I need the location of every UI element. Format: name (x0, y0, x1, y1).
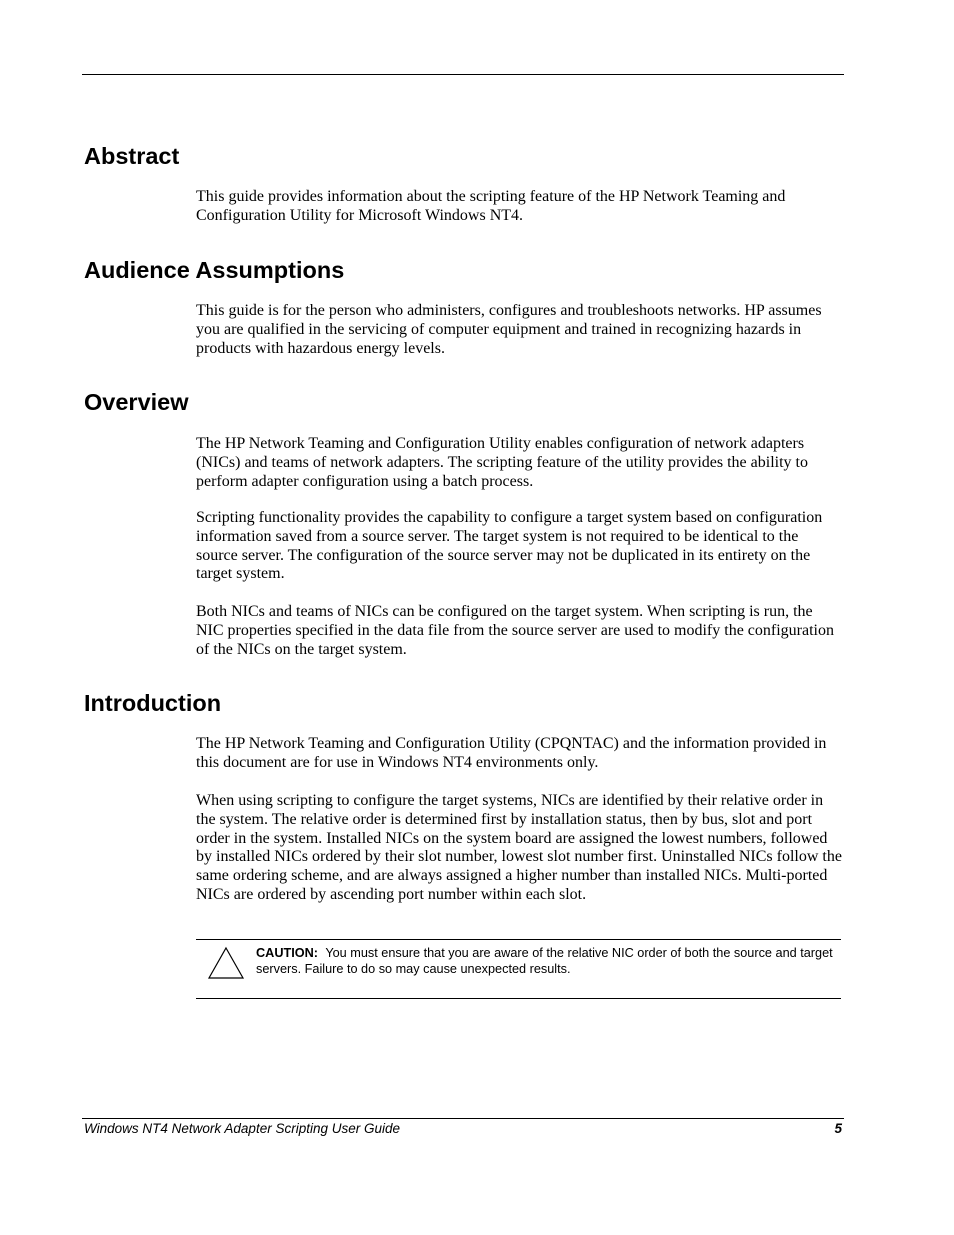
heading-overview: Overview (84, 389, 189, 415)
heading-abstract: Abstract (84, 143, 180, 169)
footer-rule (82, 1118, 844, 1119)
introduction-paragraph-2: When using scripting to configure the target systems, NICs are identified by their relative order in the system. The relative order is determined first by installation status, then by bus, slot and port order in the system. Installed NICs on the system board are assigned the lowest numbers, followed by installed NICs ordered by their slot number, lowest slot number first. Uninstalled NICs follow the same ordering scheme, and are always assigned a higher number than installed NICs. Multi-ported NICs are ordered by ascending port number within each slot. (196, 792, 842, 903)
caution-label: CAUTION: (256, 946, 319, 960)
caution-box (196, 939, 841, 999)
caution-triangle-icon (207, 946, 245, 980)
abstract-paragraph: This guide provides information about the scripting feature of the HP Network Teaming and Configuration Utility for Microsoft Windows NT4. (196, 188, 786, 224)
header-rule (82, 74, 844, 75)
footer-page-number: 5 (834, 1121, 842, 1136)
overview-paragraph-2: Scripting functionality provides the capability to configure a target system based on configuration information saved from a source server. The target system is not required to be identical to the source server. The configuration of the source server may not be duplicated in its entirety on the target system. (196, 509, 823, 583)
caution-body: You must ensure that you are aware of the relative NIC order of both the source and target servers. Failure to do so may cause unexpected results. (256, 946, 833, 976)
overview-paragraph-3: Both NICs and teams of NICs can be configured on the target system. When scripting is run, the NIC properties specified in the data file from the source server are used to modify the configuration of the NICs on the target system. (196, 603, 834, 658)
caution-message (256, 945, 836, 977)
heading-audience-assumptions: Audience Assumptions (84, 257, 345, 283)
overview-paragraph-1: The HP Network Teaming and Configuration Utility enables configuration of network adapters (NICs) and teams of network adapters. The scripting feature of the utility provides the ability to perform adapter configuration using a batch process. (196, 435, 808, 490)
footer-document-title: Windows NT4 Network Adapter Scripting User Guide (84, 1121, 400, 1136)
introduction-paragraph-1: The HP Network Teaming and Configuration Utility (CPQNTAC) and the information provided in this document are for use in Windows NT4 environments only. (196, 735, 827, 771)
audience-paragraph: This guide is for the person who administers, configures and troubleshoots networks. HP assumes you are qualified in the servicing of computer equipment and trained in recognizing hazards in products with hazardous energy levels. (196, 302, 822, 357)
heading-introduction: Introduction (84, 690, 222, 716)
